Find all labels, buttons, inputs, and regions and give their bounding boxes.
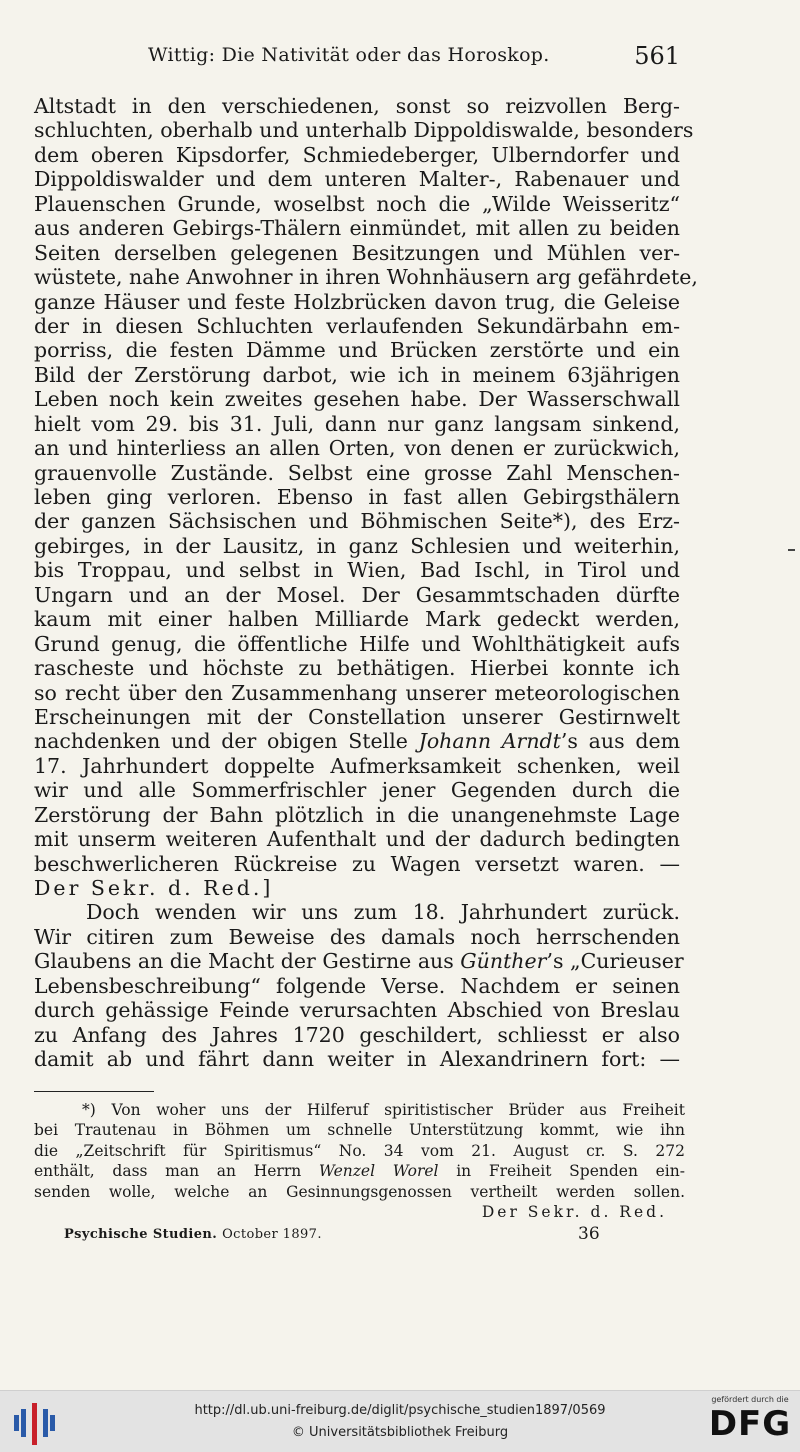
text-line: Dippoldiswalder und dem unteren Malter-, Rabenauer und: [34, 167, 680, 192]
text-line: Doch wenden wir uns zum 18. Jahrhundert zurück.: [86, 900, 680, 925]
text-line: Erscheinungen mit der Constellation unserer Gestirnwelt: [34, 704, 680, 729]
text-line: Seiten derselben gelegenen Besitzungen und Mühlen ver-: [34, 240, 680, 265]
page-header: [34, 44, 680, 74]
text-segment: nachdenken und der obigen Stelle: [34, 729, 419, 754]
margin-mark: [788, 549, 795, 551]
running-title: Wittig: Die Nativität oder das Horoskop.: [148, 44, 550, 66]
text-line: an und hinterliess an allen Orten, von denen er zurückwich,: [34, 436, 680, 461]
page-number: 561: [634, 42, 680, 70]
text-line: Grund genug, die öffentliche Hilfe und Wohlthätigkeit aufs: [34, 631, 680, 656]
text-line: der ganzen Sächsischen und Böhmischen Seite*), des Erz-: [34, 509, 680, 534]
sponsor-note: gefördert durch die: [711, 1395, 789, 1404]
text-line: Leben noch kein zweites gesehen habe. Der Wasserschwall: [34, 387, 680, 412]
text-line: so recht über den Zusammenhang unserer meteorologischen: [34, 680, 680, 705]
text-line: durch gehässige Feinde verursachten Abschied von Breslau: [34, 998, 680, 1023]
footnote-line: [34, 1161, 685, 1181]
text-line: leben ging verloren. Ebenso in fast allen Gebirgsthälern: [34, 485, 680, 509]
text-line: hielt vom 29. bis 31. Juli, dann nur ganz langsam sinkend,: [34, 411, 680, 436]
journal-footer: [64, 1227, 322, 1242]
text-line: gebirges, in der Lausitz, in ganz Schlesien und weiterhin,: [34, 533, 680, 558]
text-segment: ’s aus dem: [560, 729, 681, 754]
copyright-notice: © Universitätsbibliothek Freiburg: [291, 1425, 509, 1440]
footnote-line: *) Von woher uns der Hilferuf spiritistischer Brüder aus Freiheit: [82, 1101, 685, 1119]
text-line: Wir citiren zum Beweise des damals noch herrschenden: [34, 924, 680, 949]
text-line: Zerstörung der Bahn plötzlich in die unangenehmste Lage: [34, 802, 680, 827]
text-line: beschwerlicheren Rückreise zu Wagen versetzt waren. —: [34, 851, 680, 876]
journal-issue-date: October 1897.: [222, 1227, 322, 1242]
footnote: [34, 1100, 685, 1222]
text-line: der in diesen Schluchten verlaufenden Sekundärbahn em-: [34, 313, 680, 338]
permalink-url[interactable]: http://dl.ub.uni-freiburg.de/diglit/psychische_studien1897/0569: [194, 1403, 606, 1418]
text-line: ganze Häuser und feste Holzbrücken davon trug, die Geleise: [34, 289, 680, 314]
text-segment: in Freiheit Spenden ein-: [438, 1162, 685, 1181]
text-line: damit ab und fährt dann weiter in Alexandrinern fort: —: [34, 1047, 680, 1072]
text-line: aus anderen Gebirgs-Thälern einmündet, mit allen zu beiden: [34, 216, 680, 241]
text-line: grauenvolle Zustände. Selbst eine grosse Zahl Menschen-: [34, 460, 680, 485]
author-name-arndt: Johann Arndt: [418, 729, 561, 754]
text-segment: enthält, dass man an Herrn: [34, 1162, 319, 1181]
main-text: [34, 94, 698, 1072]
footnote-line: senden wolle, welche an Gesinnungsgenossen vertheilt werden sollen.: [34, 1182, 685, 1201]
text-line: Lebensbeschreibung“ folgende Verse. Nachdem er seinen: [34, 973, 680, 998]
text-line: wir und alle Sommerfrischler jener Gegenden durch die: [34, 778, 680, 803]
text-line: Altstadt in den verschiedenen, sonst so reizvollen Berg-: [34, 94, 680, 118]
text-line: bis Troppau, und selbst in Wien, Bad Ischl, in Tirol und: [34, 558, 680, 583]
text-line: 17. Jahrhundert doppelte Aufmerksamkeit schenken, weil: [34, 753, 680, 778]
text-line: porriss, die festen Dämme und Brücken zerstörte und ein: [34, 338, 680, 363]
text-line: Plauenschen Grunde, woselbst noch die „Wilde Weisseritz“: [34, 191, 680, 216]
editor-signature: Der Sekr. d. Red.]: [34, 876, 274, 900]
footnote-signature: Der Sekr. d. Red.: [481, 1202, 667, 1221]
text-line: Ungarn und an der Mosel. Der Gesammtschaden dürfte: [34, 582, 680, 607]
text-segment: ’s „Curieuser: [546, 949, 684, 974]
text-line: schluchten, oberhalb und unterhalb Dippoldiswalde, besonders: [34, 118, 694, 143]
dfg-sponsor-logo[interactable]: [703, 1395, 797, 1444]
text-line: wüstete, nahe Anwohner in ihren Wohnhäusern arg gefährdete,: [34, 265, 698, 290]
text-line: zu Anfang des Jahres 1720 geschildert, schliesst er also: [34, 1022, 680, 1047]
text-line: [34, 729, 680, 753]
footnote-line: die „Zeitschrift für Spiritismus“ No. 34 vom 21. August cr. S. 272: [34, 1141, 685, 1160]
author-name-guenther: Günther: [460, 949, 547, 974]
text-line: mit unserm weiteren Aufenthalt und der dadurch bedingten: [34, 827, 680, 852]
sheet-number: 36: [578, 1224, 600, 1244]
text-segment: Glaubens an die Macht der Gestirne aus: [34, 949, 461, 974]
footnote-line: bei Trautenau in Böhmen um schnelle Unterstützung kommt, wie ihn: [34, 1121, 685, 1140]
text-line: kaum mit einer halben Milliarde Mark gedeckt werden,: [34, 607, 680, 632]
footnote-divider: [34, 1091, 154, 1092]
journal-title: Psychische Studien.: [64, 1227, 218, 1242]
text-line: Bild der Zerstörung darbot, wie ich in meinem 63jährigen: [34, 362, 680, 387]
person-name-worel: Wenzel Worel: [318, 1162, 439, 1181]
text-line: rascheste und höchste zu bethätigen. Hierbei konnte ich: [34, 656, 680, 681]
dfg-logo-icon: DFG: [708, 1404, 792, 1444]
text-line: dem oberen Kipsdorfer, Schmiedeberger, Ulberndorfer und: [34, 142, 680, 167]
viewer-footer-bar: [0, 1390, 800, 1452]
text-line: [34, 949, 684, 974]
